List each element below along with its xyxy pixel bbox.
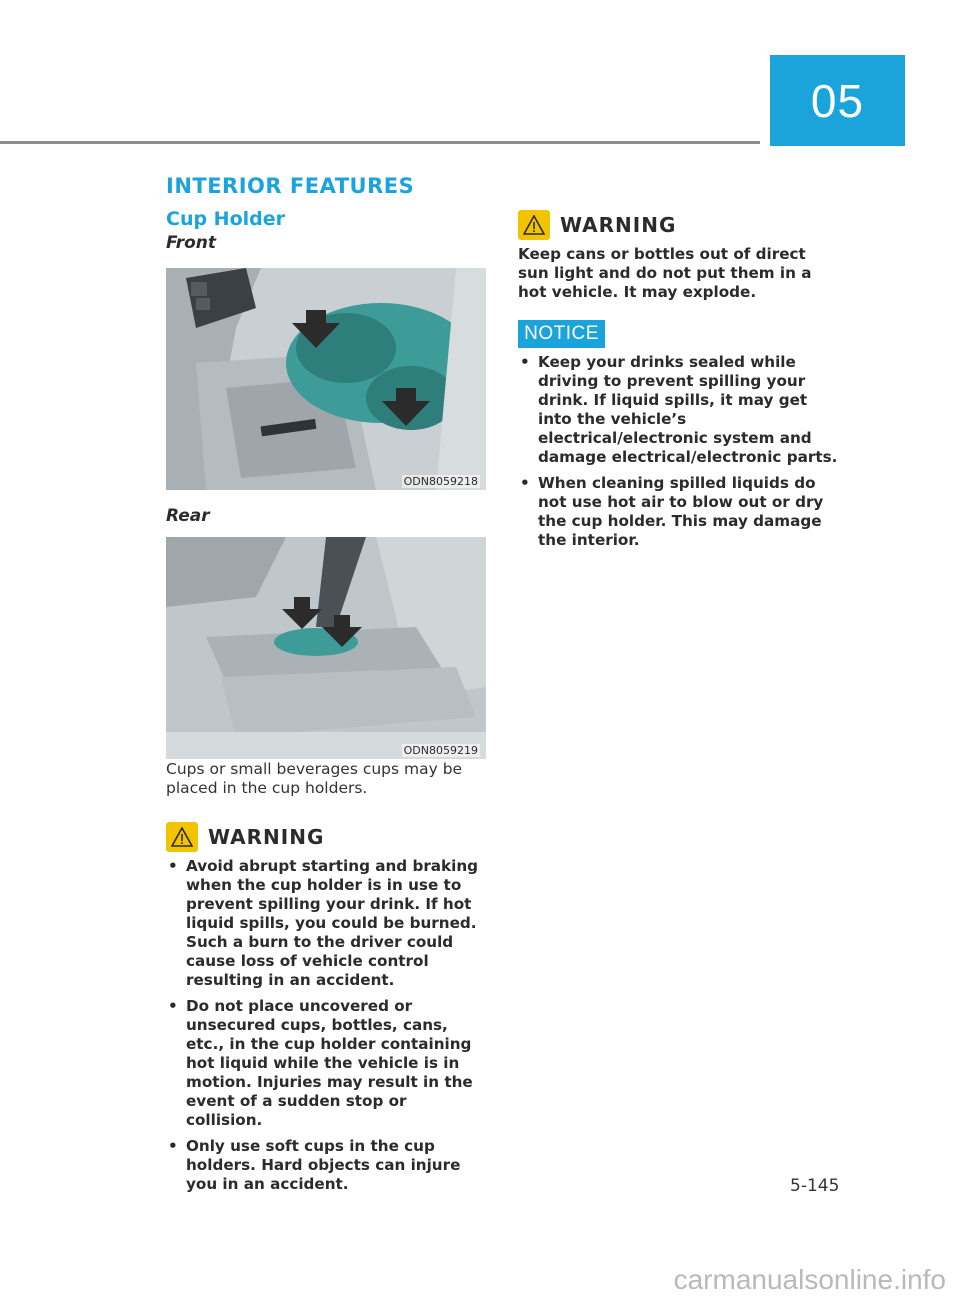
warning-header-left xyxy=(166,822,324,852)
list-item: • Only use soft cups in the cup holders. Hard objects can injure you in an accident. xyxy=(168,1137,461,1193)
warning-list-left xyxy=(166,857,488,1201)
front-label: Front xyxy=(166,233,217,253)
page-number: 5-145 xyxy=(790,1176,840,1196)
notice-badge: NOTICE xyxy=(518,320,605,348)
body-text: Cups or small beverages cups may be placed in the cup holders. xyxy=(166,760,463,797)
subsection-title: Cup Holder xyxy=(166,208,286,230)
warning-triangle-icon xyxy=(166,822,198,852)
watermark: carmanualsonline.info xyxy=(673,1264,946,1295)
list-item: • Avoid abrupt starting and braking when the cup holder is in use to prevent spilling your drink. If hot liquid spills, you could be burned. Such a burn to the driver could cause loss of vehicle control resulting in an accident. xyxy=(168,857,479,989)
list-item: • Keep your drinks sealed while driving to prevent spilling your drink. If liquid spills, it may get into the vehicle’s electrical/electronic system and damage electrical/electronic parts. xyxy=(520,353,838,466)
front-cup-holder-image xyxy=(166,268,486,490)
warning-label-right: WARNING xyxy=(560,213,677,237)
rear-image-code: ODN8059219 xyxy=(403,744,478,757)
rear-label: Rear xyxy=(166,506,210,526)
front-image-code: ODN8059218 xyxy=(403,475,478,488)
section-title: INTERIOR FEATURES xyxy=(166,174,415,198)
notice-list xyxy=(518,353,840,557)
list-item: • When cleaning spilled liquids do not use hot air to blow out or dry the cup holder. This may damage the interior. xyxy=(520,474,824,549)
warning-label-left: WARNING xyxy=(208,825,325,849)
header-rule xyxy=(0,141,760,144)
warning-triangle-icon xyxy=(518,210,550,240)
warning-text-right: Keep cans or bottles out of direct sun light and do not put them in a hot vehicle. It may explode. xyxy=(518,245,812,301)
chapter-tab: 05 xyxy=(770,55,905,146)
warning-header-right xyxy=(518,210,676,240)
list-item: • Do not place uncovered or unsecured cups, bottles, cans, etc., in the cup holder containing hot liquid while the vehicle is in motion. Injuries may result in the event of a sudden stop or collision. xyxy=(168,997,473,1129)
rear-cup-holder-image xyxy=(166,537,486,759)
